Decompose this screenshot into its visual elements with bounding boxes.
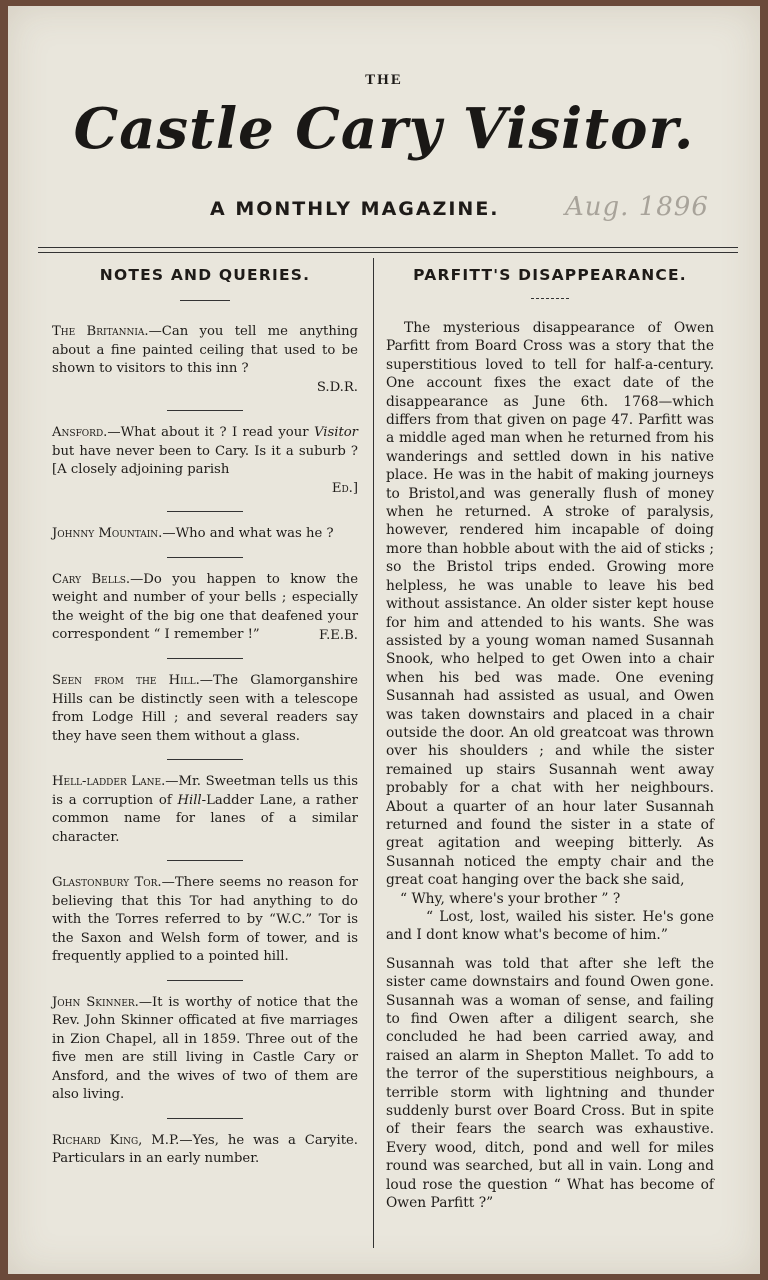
note-signature: Ed.] <box>331 480 358 496</box>
article-heading: PARFITT'S DISAPPEARANCE. <box>413 266 687 284</box>
article-quote: “ Lost, lost, wailed his sister. He's gone and I dont know what's become of him.” <box>386 909 714 944</box>
note-separator <box>167 980 243 981</box>
note-separator <box>167 1118 243 1119</box>
article-paragraph: Susannah was told that after she left the sister came downstairs and found Owen gone. Susannah was a woman of sense, and failing to find Owen after a diligent search, she concluded he had been carried away, and raised an alarm in Shepton Mallet. To add to the terror of the superstitious neighbours, a terrible storm with lightning and thunder suddenly burst over Board Cross. But in spite of their fears the search was exhaustive. Every wood, ditch, pond and well for miles round was searched, but all in vain. Long and loud rose the question “ What has become of Owen Parfitt ?” <box>386 955 714 1212</box>
note-entry: The Britannia.—Can you tell me anything about a fine painted ceiling that used to be shown to visitors to this inn ? <box>52 324 358 376</box>
handwritten-date: Aug. 1896 <box>565 192 709 222</box>
note-separator <box>167 860 243 861</box>
note-signature: S.D.R. <box>316 379 358 395</box>
note-separator <box>167 658 243 659</box>
note-separator <box>167 759 243 760</box>
masthead-title: Castle Cary Visitor. <box>73 96 695 162</box>
note-separator <box>167 511 243 512</box>
note-separator <box>167 557 243 558</box>
notes-heading: NOTES AND QUERIES. <box>99 266 311 284</box>
note-entry: Seen from the Hill.—The Glamorganshire Hills can be distinctly seen with a telescope from Lodge Hill ; and several readers say they have seen them without a glass. <box>52 673 358 744</box>
note-separator <box>167 410 243 411</box>
note-entry: Cary Bells.—Do you happen to know the weight and number of your bells ; especially the weight of the big one that deafened your correspondent “ I remember !” <box>52 571 358 642</box>
article-quote: “ Why, where's your brother ” ? <box>400 890 621 907</box>
note-entry: Glastonbury Tor.—There seems no reason for believing that this Tor had anything to do with the Torres referred to by “W.C.” Tor is the Saxon and Welsh form of tower, and is frequently applied to a pointed hill. <box>52 875 358 964</box>
note-entry: Ansford.—What about it ? I read your Visitor but have never been to Cary. Is it a suburb ? [A closely adjoining parish <box>52 425 358 477</box>
header-rule-double <box>38 252 738 253</box>
masthead-the: THE <box>365 72 403 88</box>
note-signature: F.E.B. <box>319 627 358 643</box>
header-rule <box>38 247 738 248</box>
note-entry: John Skinner.—It is worthy of notice that the Rev. John Skinner officated at five marriages in Zion Chapel, all in 1859. Three out of the five men are still living in Castle Cary or Ansford, and the wives of two of them are also living. <box>52 994 358 1102</box>
parfitt-article-column <box>386 262 714 1213</box>
note-entry: Richard King, M.P.—Yes, he was a Caryite. Particulars in an early number. <box>52 1132 359 1166</box>
masthead-subtitle: A MONTHLY MAGAZINE. <box>210 198 500 220</box>
notes-and-queries-column <box>52 262 358 1169</box>
note-entry: Hell-ladder Lane.—Mr. Sweetman tells us this is a corruption of Hill-Ladder Lane, a rather common name for lanes of a similar character. <box>52 774 358 845</box>
article-paragraph: The mysterious disappearance of Owen Parfitt from Board Cross was a story that the superstitious loved to tell for half-a-century. One account fixes the exact date of the disappearance as June 6th. 1768—which differs from that given on page 47. Parfitt was a middle aged man when he returned from his wanderings and settled down in his native place. He was in the habit of making journeys to Bristol,and was generally flush of money when he returned. A stroke of paralysis, however, rendered him incapable of doing more than hobble about with the aid of sticks ; so the Bristol trips ended. Growing more helpless, he was unable to leave his bed without assistance. An older sister kept house for him and attended to his wants. She was assisted by a young woman named Susannah Snook, who helped to get Owen into a chair when his bed was made. One evening Susannah had assisted as usual, and Owen was taken downstairs and placed in a chair outside the door. An old greatcoat was thrown over his shoulders ; and while the sister remained up stairs Susannah went away probably for a chat with her neighbours. About a quarter of an hour later Susannah returned and found the sister in a state of great agitation and weeping bitterly. As Susannah noticed the empty chair and the great coat hanging over the back she said, <box>386 320 714 889</box>
column-divider <box>373 258 374 1248</box>
note-entry: Johnny Mountain.—Who and what was he ? <box>52 526 334 541</box>
